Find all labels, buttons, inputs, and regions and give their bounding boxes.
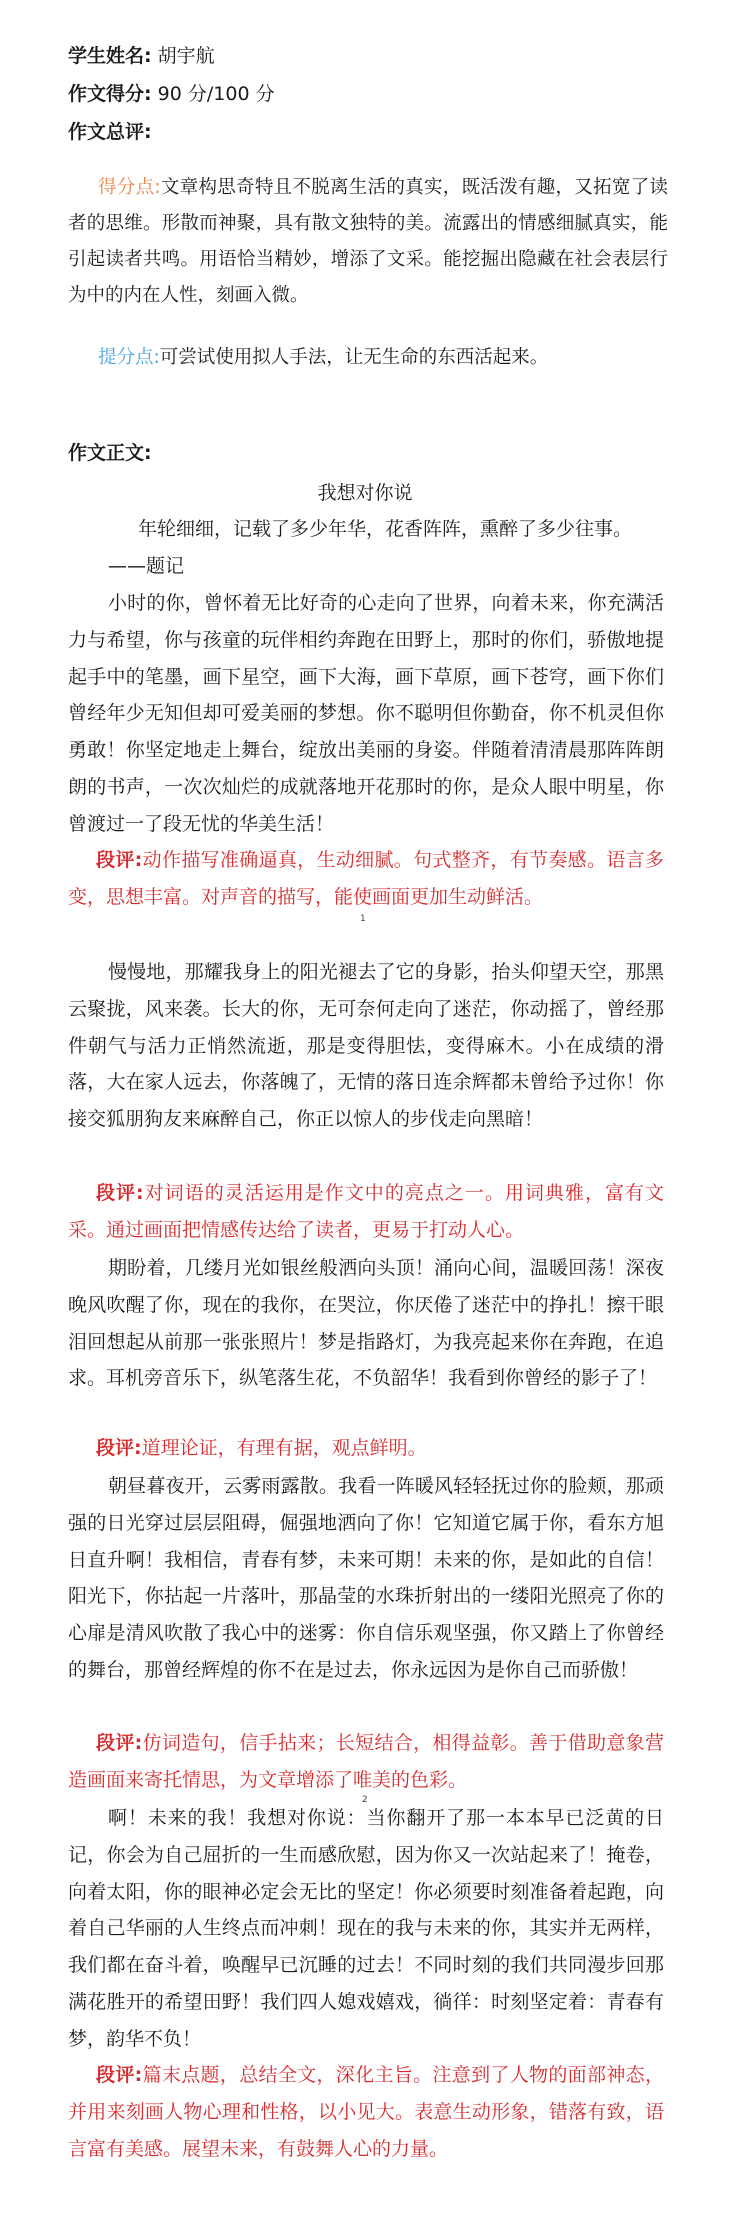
paragraph-review [68,1725,664,1799]
review-text: 动作描写准确逼真，生动细腻。句式整齐，有节奏感。语言多变，思想丰富。对声音的描写，能使画面更加生动鲜活。 [68,849,664,908]
essay-section-label: 作文正文: [68,442,152,464]
review-label: 段评: [96,1437,142,1459]
essay-title: 我想对你说 [317,482,413,504]
essay-paragraph: 小时的你，曾怀着无比好奇的心走向了世界，向着未来，你充满活力与希望，你与孩童的玩伴相约奔跑在田野上，那时的你们，骄傲地提起手中的笔墨，画下星空，画下大海，画下草原，画下苍穹，画下你们曾经年少无知但却可爱美丽的梦想。你不聪明但你勤奋，你不机灵但你勇敢！你坚定地走上舞台，绽放出美丽的身姿。伴随着清清晨那阵阵朗朗的书声，一次次灿烂的成就落地开花那时的你，是众人眼中明星，你曾渡过一了段无忧的华美生活！ [68,592,664,835]
comment-label: 作文总评: [68,121,152,143]
essay-paragraph: 啊！未来的我！我想对你说：当你翻开了那一本本早已泛黄的日记，你会为自己屈折的一生而感欣慰，因为你又一次站起来了！掩卷，向着太阳，你的眼神必定会无比的坚定！你必须要时刻准备着起跑，向着自己华丽的人生终点而冲刺！现在的我与未来的你，其实并无两样，我们都在奋斗着，唤醒早已沉睡的过去！不同时刻的我们共同漫步回那满花胜开的希望田野！我们四人媳戏嬉戏，徜徉：时刻坚定着：青春有梦，韵华不负！ [68,1807,664,2050]
score-label: 作文得分: [68,83,152,105]
review-label: 段评: [96,1182,144,1204]
strength-label: 得分点: [98,177,161,198]
footnote-mark: 2 [362,1795,368,1805]
epigraph-source: ——题记 [108,555,185,577]
paragraph-review [68,1430,664,1467]
comment-line [68,118,152,146]
epigraph: 年轮细细，记载了多少年华，花香阵阵，熏醉了多少往事。 [138,518,633,540]
review-text: 道理论证，有理有据，观点鲜明。 [141,1437,427,1459]
review-text: 篇末点题，总结全文，深化主旨。注意到了人物的面部神态，并用来刻画人物心理和性格，以小见大。表意生动形象，错落有致，语言富有美感。展望未来，有鼓舞人心的力量。 [68,2064,664,2160]
paragraph-review [68,842,664,916]
improve-block [68,340,668,376]
score-line [68,80,275,108]
footnote-mark: 1 [360,914,366,924]
strength-text: 文章构思奇特且不脱离生活的真实，既活泼有趣，又拓宽了读者的思维。形散而神聚，具有散文独特的美。流露出的情感细腻真实，能引起读者共鸣。用语恰当精妙，增添了文采。能挖掘出隐藏在社会表层行为中的内在人性，刻画入微。 [68,177,668,306]
paragraph-review [68,2057,664,2167]
review-text: 对词语的灵活运用是作文中的亮点之一。用词典雅，富有文采。通过画面把情感传达给了读者，更易于打动人心。 [68,1182,664,1241]
strength-block [68,170,668,314]
student-name-value: 胡宇航 [157,45,215,67]
paragraph-review [68,1175,664,1249]
review-label: 段评: [96,849,143,871]
improve-label: 提分点: [98,347,160,368]
essay-paragraph: 期盼着，几缕月光如银丝般洒向头顶！涌向心间，温暖回荡！深夜晚风吹醒了你，现在的我你，在哭泣，你厌倦了迷茫中的挣扎！擦干眼泪回想起从前那一张张照片！梦是指路灯，为我亮起来你在奔跑，在追求。耳机旁音乐下，纵笔落生花，不负韶华！我看到你曾经的影子了！ [68,1257,664,1390]
student-name-label: 学生姓名: [68,45,152,67]
score-value: 90 分/100 分 [157,83,275,105]
student-name-line [68,42,215,70]
review-label: 段评: [96,2064,143,2086]
essay-paragraph: 慢慢地，那耀我身上的阳光褪去了它的身影，抬头仰望天空，那黑云聚拢，风来袭。长大的你，无可奈何走向了迷茫，你动摇了，曾经那件朝气与活力正悄然流逝，那是变得胆怯，变得麻木。小在成绩的滑落，大在家人远去，你落魄了，无情的落日连余辉都未曾给予过你！你接交狐朋狗友来麻醉自己，你正以惊人的步伐走向黑暗！ [68,961,664,1131]
essay-paragraph: 朝昼暮夜开，云雾雨露散。我看一阵暖风轻轻抚过你的脸颊，那顽强的日光穿过层层阻碍，倔强地洒向了你！它知道它属于你，看东方旭日直升啊！我相信，青春有梦，未来可期！未来的你，是如此的自信！阳光下，你拈起一片落叶，那晶莹的水珠折射出的一缕阳光照亮了你的心扉是清风吹散了我心中的迷雾：你自信乐观坚强，你又踏上了你曾经的舞台，那曾经辉煌的你不在是过去，你永远因为是你自己而骄傲！ [68,1475,664,1681]
review-label: 段评: [96,1732,143,1754]
improve-text: 可尝试使用拟人手法，让无生命的东西活起来。 [159,347,549,368]
review-text: 仿词造句，信手拈来；长短结合，相得益彰。善于借助意象营造画面来寄托情思，为文章增添了唯美的色彩。 [68,1732,664,1791]
